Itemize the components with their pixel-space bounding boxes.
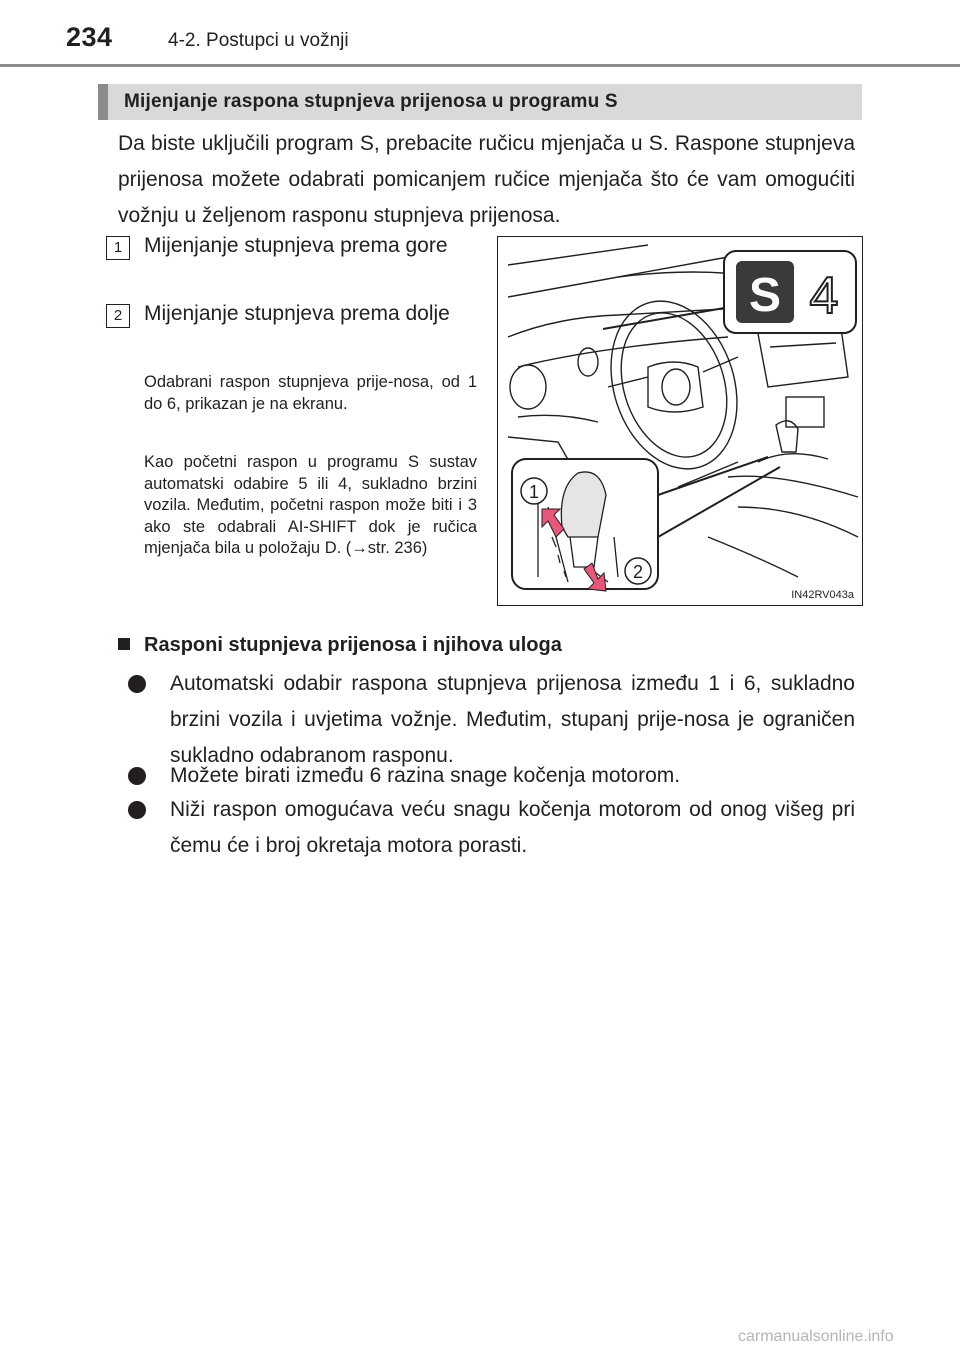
subheading-text: Mijenjanje raspona stupnjeva prijenosa u programu S [124, 91, 618, 112]
bullet-text-1: Automatski odabir raspona stupnjeva prijenosa između 1 i 6, sukladno brzini vozila i uvjetima vožnje. Međutim, stupanj prije-nosa je ograničen sukladno odabranom rasponu. [170, 672, 855, 767]
figure-code: IN42RV043a [791, 589, 854, 601]
bullet-text-3: Niži raspon omogućava veću snagu kočenja motorom od onog višeg pri čemu će i broj okretaja motora porasti. [170, 798, 855, 857]
note-display-range: Odabrani raspon stupnjeva prije-nosa, od 1 do 6, prikazan je na ekranu. [144, 373, 477, 413]
bullet-dot-icon [128, 675, 146, 693]
callout-2-label: 2 [632, 562, 644, 582]
callout-1-label: 1 [528, 482, 540, 502]
square-bullet-icon [118, 638, 130, 650]
header-rule [0, 64, 960, 67]
bullet-dot-icon [128, 801, 146, 819]
step-1 [106, 228, 478, 264]
bullet-item-2 [128, 758, 855, 794]
topic-heading [118, 634, 562, 657]
cockpit-illustration [498, 237, 863, 606]
topic-heading-text: Rasponi stupnjeva prijenosa i njihova uloga [144, 634, 562, 656]
watermark: carmanualsonline.info [738, 1328, 894, 1345]
page-number: 234 [66, 22, 113, 52]
note-initial-range: Kao početni raspon u programu S sustav automatski odabire 5 ili 4, sukladno brzini vozila. Međutim, početni raspon može biti i 3 ako ste odabrali AI-SHIFT dok je ručica mjenjača bila u položaju D. (→str. 236) [144, 453, 477, 557]
bullet-text-2: Možete birati između 6 razina snage kočenja motorom. [170, 764, 681, 787]
step-number-2: 2 [106, 304, 130, 328]
step-number-1: 1 [106, 236, 130, 260]
step-2 [106, 296, 478, 332]
display-range-number: 4 [809, 267, 839, 325]
intro-paragraph: Da biste uključili program S, prebacite ručicu mjenjača u S. Raspone stupnjeva prijenosa možete odabrati pomicanjem ručice mjenjača što će vam omogućiti vožnju u željenom rasponu stupnjeva prijenosa. [118, 132, 855, 227]
step-text-1: Mijenjanje stupnjeva prema gore [144, 234, 448, 257]
bullet-dot-icon [128, 767, 146, 785]
section-title: 4-2. Postupci u vožnji [168, 30, 349, 51]
bullet-item-3 [128, 792, 855, 864]
gear-shift-figure [497, 236, 863, 606]
display-range-letter: S [748, 269, 782, 322]
step-text-2: Mijenjanje stupnjeva prema dolje [144, 302, 450, 325]
subheading-bar [98, 84, 862, 120]
